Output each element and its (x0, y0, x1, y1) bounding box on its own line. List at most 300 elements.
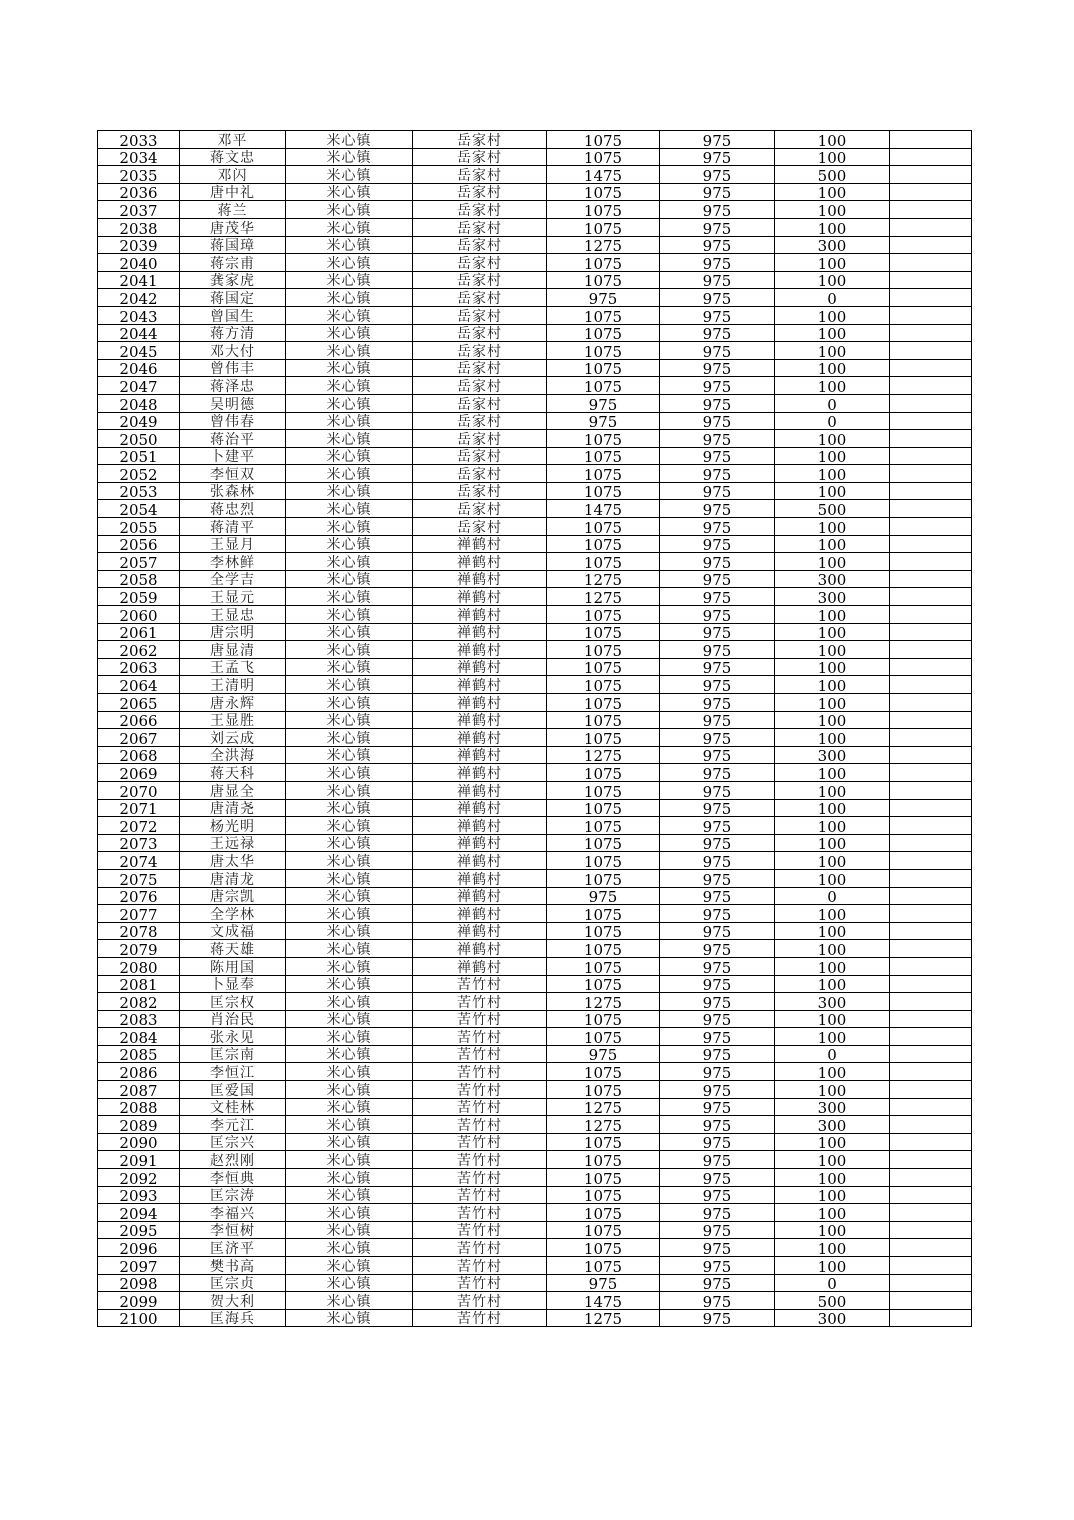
town-cell: 米心镇 (286, 729, 413, 747)
town-cell: 米心镇 (286, 834, 413, 852)
amount-cell: 1075 (547, 271, 660, 289)
difference-cell: 100 (775, 465, 890, 483)
base-amount-cell: 975 (660, 1028, 775, 1046)
name-cell: 蒋天科 (180, 764, 286, 782)
village-cell: 岳家村 (413, 394, 547, 412)
town-cell: 米心镇 (286, 1186, 413, 1204)
record-number-cell: 2065 (98, 694, 180, 712)
town-cell: 米心镇 (286, 148, 413, 166)
data-table (97, 130, 972, 1327)
town-cell: 米心镇 (286, 1292, 413, 1310)
record-number-cell: 2096 (98, 1239, 180, 1257)
table-row (98, 1257, 972, 1275)
base-amount-cell: 975 (660, 271, 775, 289)
base-amount-cell: 975 (660, 746, 775, 764)
base-amount-cell: 975 (660, 1186, 775, 1204)
base-amount-cell: 975 (660, 218, 775, 236)
note-cell (890, 377, 972, 395)
note-cell (890, 430, 972, 448)
village-cell: 苦竹村 (413, 1133, 547, 1151)
note-cell (890, 447, 972, 465)
village-cell: 苦竹村 (413, 1169, 547, 1187)
base-amount-cell: 975 (660, 412, 775, 430)
record-number-cell: 2053 (98, 482, 180, 500)
amount-cell: 1075 (547, 201, 660, 219)
village-cell: 岳家村 (413, 271, 547, 289)
village-cell: 苦竹村 (413, 1151, 547, 1169)
table-row (98, 412, 972, 430)
village-cell: 禅鹤村 (413, 570, 547, 588)
town-cell: 米心镇 (286, 131, 413, 149)
base-amount-cell: 975 (660, 306, 775, 324)
amount-cell: 1075 (547, 764, 660, 782)
record-number-cell: 2073 (98, 834, 180, 852)
note-cell (890, 1116, 972, 1134)
note-cell (890, 1045, 972, 1063)
table-row (98, 1169, 972, 1187)
village-cell: 禅鹤村 (413, 658, 547, 676)
name-cell: 王显忠 (180, 606, 286, 624)
town-cell: 米心镇 (286, 1239, 413, 1257)
difference-cell: 100 (775, 430, 890, 448)
table-row (98, 430, 972, 448)
name-cell: 全学吉 (180, 570, 286, 588)
amount-cell: 1075 (547, 1204, 660, 1222)
town-cell: 米心镇 (286, 711, 413, 729)
note-cell (890, 799, 972, 817)
table-row (98, 570, 972, 588)
amount-cell: 1075 (547, 1063, 660, 1081)
town-cell: 米心镇 (286, 447, 413, 465)
table-row (98, 359, 972, 377)
town-cell: 米心镇 (286, 1274, 413, 1292)
village-cell: 苦竹村 (413, 1257, 547, 1275)
difference-cell: 100 (775, 869, 890, 887)
table-row (98, 1309, 972, 1327)
amount-cell: 1075 (547, 1186, 660, 1204)
difference-cell: 100 (775, 447, 890, 465)
record-number-cell: 2037 (98, 201, 180, 219)
name-cell: 蒋宗甫 (180, 254, 286, 272)
note-cell (890, 1239, 972, 1257)
base-amount-cell: 975 (660, 1309, 775, 1327)
name-cell: 唐显全 (180, 781, 286, 799)
town-cell: 米心镇 (286, 975, 413, 993)
record-number-cell: 2045 (98, 342, 180, 360)
difference-cell: 100 (775, 711, 890, 729)
village-cell: 禅鹤村 (413, 535, 547, 553)
record-number-cell: 2049 (98, 412, 180, 430)
table-row (98, 993, 972, 1011)
note-cell (890, 746, 972, 764)
record-number-cell: 2047 (98, 377, 180, 395)
table-row (98, 746, 972, 764)
difference-cell: 100 (775, 922, 890, 940)
note-cell (890, 993, 972, 1011)
difference-cell: 100 (775, 1186, 890, 1204)
difference-cell: 100 (775, 957, 890, 975)
note-cell (890, 465, 972, 483)
village-cell: 苦竹村 (413, 1045, 547, 1063)
name-cell: 龚家虎 (180, 271, 286, 289)
name-cell: 王显月 (180, 535, 286, 553)
base-amount-cell: 975 (660, 1063, 775, 1081)
difference-cell: 100 (775, 148, 890, 166)
table-row (98, 922, 972, 940)
table-row (98, 1274, 972, 1292)
record-number-cell: 2050 (98, 430, 180, 448)
base-amount-cell: 975 (660, 658, 775, 676)
difference-cell: 100 (775, 852, 890, 870)
record-number-cell: 2066 (98, 711, 180, 729)
base-amount-cell: 975 (660, 975, 775, 993)
village-cell: 禅鹤村 (413, 676, 547, 694)
record-number-cell: 2048 (98, 394, 180, 412)
note-cell (890, 869, 972, 887)
table-row (98, 623, 972, 641)
table-row (98, 1239, 972, 1257)
village-cell: 禅鹤村 (413, 799, 547, 817)
note-cell (890, 781, 972, 799)
note-cell (890, 957, 972, 975)
note-cell (890, 922, 972, 940)
name-cell: 匡海兵 (180, 1309, 286, 1327)
amount-cell: 1275 (547, 570, 660, 588)
base-amount-cell: 975 (660, 1239, 775, 1257)
record-number-cell: 2088 (98, 1098, 180, 1116)
table-row (98, 588, 972, 606)
difference-cell: 500 (775, 1292, 890, 1310)
table-row (98, 606, 972, 624)
village-cell: 禅鹤村 (413, 887, 547, 905)
note-cell (890, 1186, 972, 1204)
amount-cell: 1075 (547, 852, 660, 870)
amount-cell: 1075 (547, 377, 660, 395)
note-cell (890, 218, 972, 236)
amount-cell: 1075 (547, 430, 660, 448)
record-number-cell: 2056 (98, 535, 180, 553)
name-cell: 樊书高 (180, 1257, 286, 1275)
name-cell: 文成福 (180, 922, 286, 940)
town-cell: 米心镇 (286, 500, 413, 518)
town-cell: 米心镇 (286, 430, 413, 448)
difference-cell: 100 (775, 377, 890, 395)
town-cell: 米心镇 (286, 553, 413, 571)
amount-cell: 975 (547, 289, 660, 307)
base-amount-cell: 975 (660, 500, 775, 518)
note-cell (890, 412, 972, 430)
difference-cell: 100 (775, 781, 890, 799)
village-cell: 禅鹤村 (413, 957, 547, 975)
town-cell: 米心镇 (286, 518, 413, 536)
name-cell: 唐显清 (180, 641, 286, 659)
base-amount-cell: 975 (660, 482, 775, 500)
village-cell: 苦竹村 (413, 975, 547, 993)
amount-cell: 1075 (547, 535, 660, 553)
amount-cell: 1075 (547, 1081, 660, 1099)
difference-cell: 100 (775, 306, 890, 324)
difference-cell: 300 (775, 1116, 890, 1134)
record-number-cell: 2095 (98, 1221, 180, 1239)
difference-cell: 0 (775, 1045, 890, 1063)
amount-cell: 1075 (547, 254, 660, 272)
record-number-cell: 2042 (98, 289, 180, 307)
record-number-cell: 2067 (98, 729, 180, 747)
record-number-cell: 2044 (98, 324, 180, 342)
amount-cell: 1075 (547, 324, 660, 342)
town-cell: 米心镇 (286, 606, 413, 624)
record-number-cell: 2097 (98, 1257, 180, 1275)
table-row (98, 447, 972, 465)
amount-cell: 1075 (547, 1151, 660, 1169)
village-cell: 岳家村 (413, 324, 547, 342)
name-cell: 全学林 (180, 905, 286, 923)
note-cell (890, 271, 972, 289)
record-number-cell: 2080 (98, 957, 180, 975)
village-cell: 岳家村 (413, 289, 547, 307)
amount-cell: 1075 (547, 658, 660, 676)
base-amount-cell: 975 (660, 236, 775, 254)
difference-cell: 100 (775, 694, 890, 712)
village-cell: 禅鹤村 (413, 641, 547, 659)
record-number-cell: 2091 (98, 1151, 180, 1169)
record-number-cell: 2069 (98, 764, 180, 782)
village-cell: 岳家村 (413, 306, 547, 324)
note-cell (890, 905, 972, 923)
difference-cell: 100 (775, 606, 890, 624)
village-cell: 苦竹村 (413, 1098, 547, 1116)
village-cell: 岳家村 (413, 518, 547, 536)
base-amount-cell: 975 (660, 535, 775, 553)
amount-cell: 1275 (547, 588, 660, 606)
amount-cell: 1075 (547, 1257, 660, 1275)
amount-cell: 1075 (547, 1221, 660, 1239)
name-cell: 杨光明 (180, 817, 286, 835)
town-cell: 米心镇 (286, 940, 413, 958)
town-cell: 米心镇 (286, 377, 413, 395)
difference-cell: 300 (775, 746, 890, 764)
town-cell: 米心镇 (286, 465, 413, 483)
difference-cell: 100 (775, 342, 890, 360)
note-cell (890, 711, 972, 729)
note-cell (890, 1028, 972, 1046)
village-cell: 禅鹤村 (413, 817, 547, 835)
note-cell (890, 623, 972, 641)
note-cell (890, 570, 972, 588)
difference-cell: 100 (775, 1151, 890, 1169)
town-cell: 米心镇 (286, 289, 413, 307)
record-number-cell: 2090 (98, 1133, 180, 1151)
note-cell (890, 482, 972, 500)
town-cell: 米心镇 (286, 218, 413, 236)
base-amount-cell: 975 (660, 781, 775, 799)
name-cell: 蒋治平 (180, 430, 286, 448)
difference-cell: 100 (775, 799, 890, 817)
note-cell (890, 201, 972, 219)
note-cell (890, 1292, 972, 1310)
village-cell: 岳家村 (413, 412, 547, 430)
amount-cell: 1075 (547, 183, 660, 201)
note-cell (890, 306, 972, 324)
record-number-cell: 2041 (98, 271, 180, 289)
amount-cell: 1075 (547, 781, 660, 799)
village-cell: 禅鹤村 (413, 922, 547, 940)
difference-cell: 100 (775, 254, 890, 272)
note-cell (890, 1063, 972, 1081)
village-cell: 苦竹村 (413, 1081, 547, 1099)
record-number-cell: 2082 (98, 993, 180, 1011)
village-cell: 苦竹村 (413, 1010, 547, 1028)
amount-cell: 1075 (547, 359, 660, 377)
table-row (98, 394, 972, 412)
village-cell: 禅鹤村 (413, 746, 547, 764)
amount-cell: 1075 (547, 131, 660, 149)
amount-cell: 975 (547, 412, 660, 430)
table-row (98, 852, 972, 870)
town-cell: 米心镇 (286, 1010, 413, 1028)
difference-cell: 100 (775, 131, 890, 149)
village-cell: 岳家村 (413, 482, 547, 500)
table-row (98, 518, 972, 536)
base-amount-cell: 975 (660, 394, 775, 412)
table-row (98, 1063, 972, 1081)
table-row (98, 377, 972, 395)
table-row (98, 1186, 972, 1204)
village-cell: 禅鹤村 (413, 834, 547, 852)
note-cell (890, 1169, 972, 1187)
amount-cell: 1075 (547, 623, 660, 641)
record-number-cell: 2086 (98, 1063, 180, 1081)
town-cell: 米心镇 (286, 694, 413, 712)
town-cell: 米心镇 (286, 1257, 413, 1275)
note-cell (890, 342, 972, 360)
note-cell (890, 764, 972, 782)
base-amount-cell: 975 (660, 447, 775, 465)
table-row (98, 905, 972, 923)
base-amount-cell: 975 (660, 553, 775, 571)
village-cell: 禅鹤村 (413, 781, 547, 799)
name-cell: 唐太华 (180, 852, 286, 870)
table-row (98, 1116, 972, 1134)
town-cell: 米心镇 (286, 1151, 413, 1169)
table-row (98, 1098, 972, 1116)
table-row (98, 781, 972, 799)
village-cell: 禅鹤村 (413, 729, 547, 747)
note-cell (890, 535, 972, 553)
record-number-cell: 2085 (98, 1045, 180, 1063)
town-cell: 米心镇 (286, 1169, 413, 1187)
record-number-cell: 2058 (98, 570, 180, 588)
difference-cell: 100 (775, 1063, 890, 1081)
difference-cell: 100 (775, 1239, 890, 1257)
note-cell (890, 183, 972, 201)
amount-cell: 1475 (547, 166, 660, 184)
base-amount-cell: 975 (660, 694, 775, 712)
table-row (98, 236, 972, 254)
name-cell: 赵烈刚 (180, 1151, 286, 1169)
record-number-cell: 2094 (98, 1204, 180, 1222)
base-amount-cell: 975 (660, 342, 775, 360)
table-row (98, 465, 972, 483)
amount-cell: 1075 (547, 817, 660, 835)
table-row (98, 166, 972, 184)
record-number-cell: 2061 (98, 623, 180, 641)
name-cell: 匡济平 (180, 1239, 286, 1257)
table-row (98, 1028, 972, 1046)
village-cell: 岳家村 (413, 430, 547, 448)
table-row (98, 817, 972, 835)
table-row (98, 254, 972, 272)
amount-cell: 1075 (547, 834, 660, 852)
table-row (98, 887, 972, 905)
note-cell (890, 1133, 972, 1151)
base-amount-cell: 975 (660, 131, 775, 149)
record-number-cell: 2043 (98, 306, 180, 324)
table-row (98, 535, 972, 553)
town-cell: 米心镇 (286, 852, 413, 870)
record-number-cell: 2076 (98, 887, 180, 905)
name-cell: 王清明 (180, 676, 286, 694)
town-cell: 米心镇 (286, 482, 413, 500)
base-amount-cell: 975 (660, 1116, 775, 1134)
base-amount-cell: 975 (660, 1169, 775, 1187)
base-amount-cell: 975 (660, 1045, 775, 1063)
village-cell: 岳家村 (413, 254, 547, 272)
note-cell (890, 834, 972, 852)
town-cell: 米心镇 (286, 623, 413, 641)
difference-cell: 300 (775, 588, 890, 606)
note-cell (890, 658, 972, 676)
note-cell (890, 1204, 972, 1222)
difference-cell: 100 (775, 1028, 890, 1046)
record-number-cell: 2072 (98, 817, 180, 835)
name-cell: 唐宗明 (180, 623, 286, 641)
base-amount-cell: 975 (660, 148, 775, 166)
base-amount-cell: 975 (660, 465, 775, 483)
record-number-cell: 2084 (98, 1028, 180, 1046)
record-number-cell: 2064 (98, 676, 180, 694)
amount-cell: 1075 (547, 905, 660, 923)
note-cell (890, 676, 972, 694)
difference-cell: 300 (775, 1098, 890, 1116)
town-cell: 米心镇 (286, 1081, 413, 1099)
name-cell: 蒋国定 (180, 289, 286, 307)
amount-cell: 1275 (547, 1116, 660, 1134)
name-cell: 王显元 (180, 588, 286, 606)
name-cell: 张森林 (180, 482, 286, 500)
village-cell: 禅鹤村 (413, 606, 547, 624)
town-cell: 米心镇 (286, 658, 413, 676)
name-cell: 李元江 (180, 1116, 286, 1134)
base-amount-cell: 975 (660, 359, 775, 377)
base-amount-cell: 975 (660, 623, 775, 641)
name-cell: 李福兴 (180, 1204, 286, 1222)
difference-cell: 100 (775, 641, 890, 659)
name-cell: 蒋国璋 (180, 236, 286, 254)
town-cell: 米心镇 (286, 1204, 413, 1222)
table-row (98, 729, 972, 747)
note-cell (890, 588, 972, 606)
base-amount-cell: 975 (660, 606, 775, 624)
table-row (98, 1010, 972, 1028)
table-row (98, 711, 972, 729)
town-cell: 米心镇 (286, 1133, 413, 1151)
amount-cell: 1075 (547, 482, 660, 500)
town-cell: 米心镇 (286, 922, 413, 940)
amount-cell: 975 (547, 1045, 660, 1063)
record-number-cell: 2059 (98, 588, 180, 606)
difference-cell: 100 (775, 1081, 890, 1099)
